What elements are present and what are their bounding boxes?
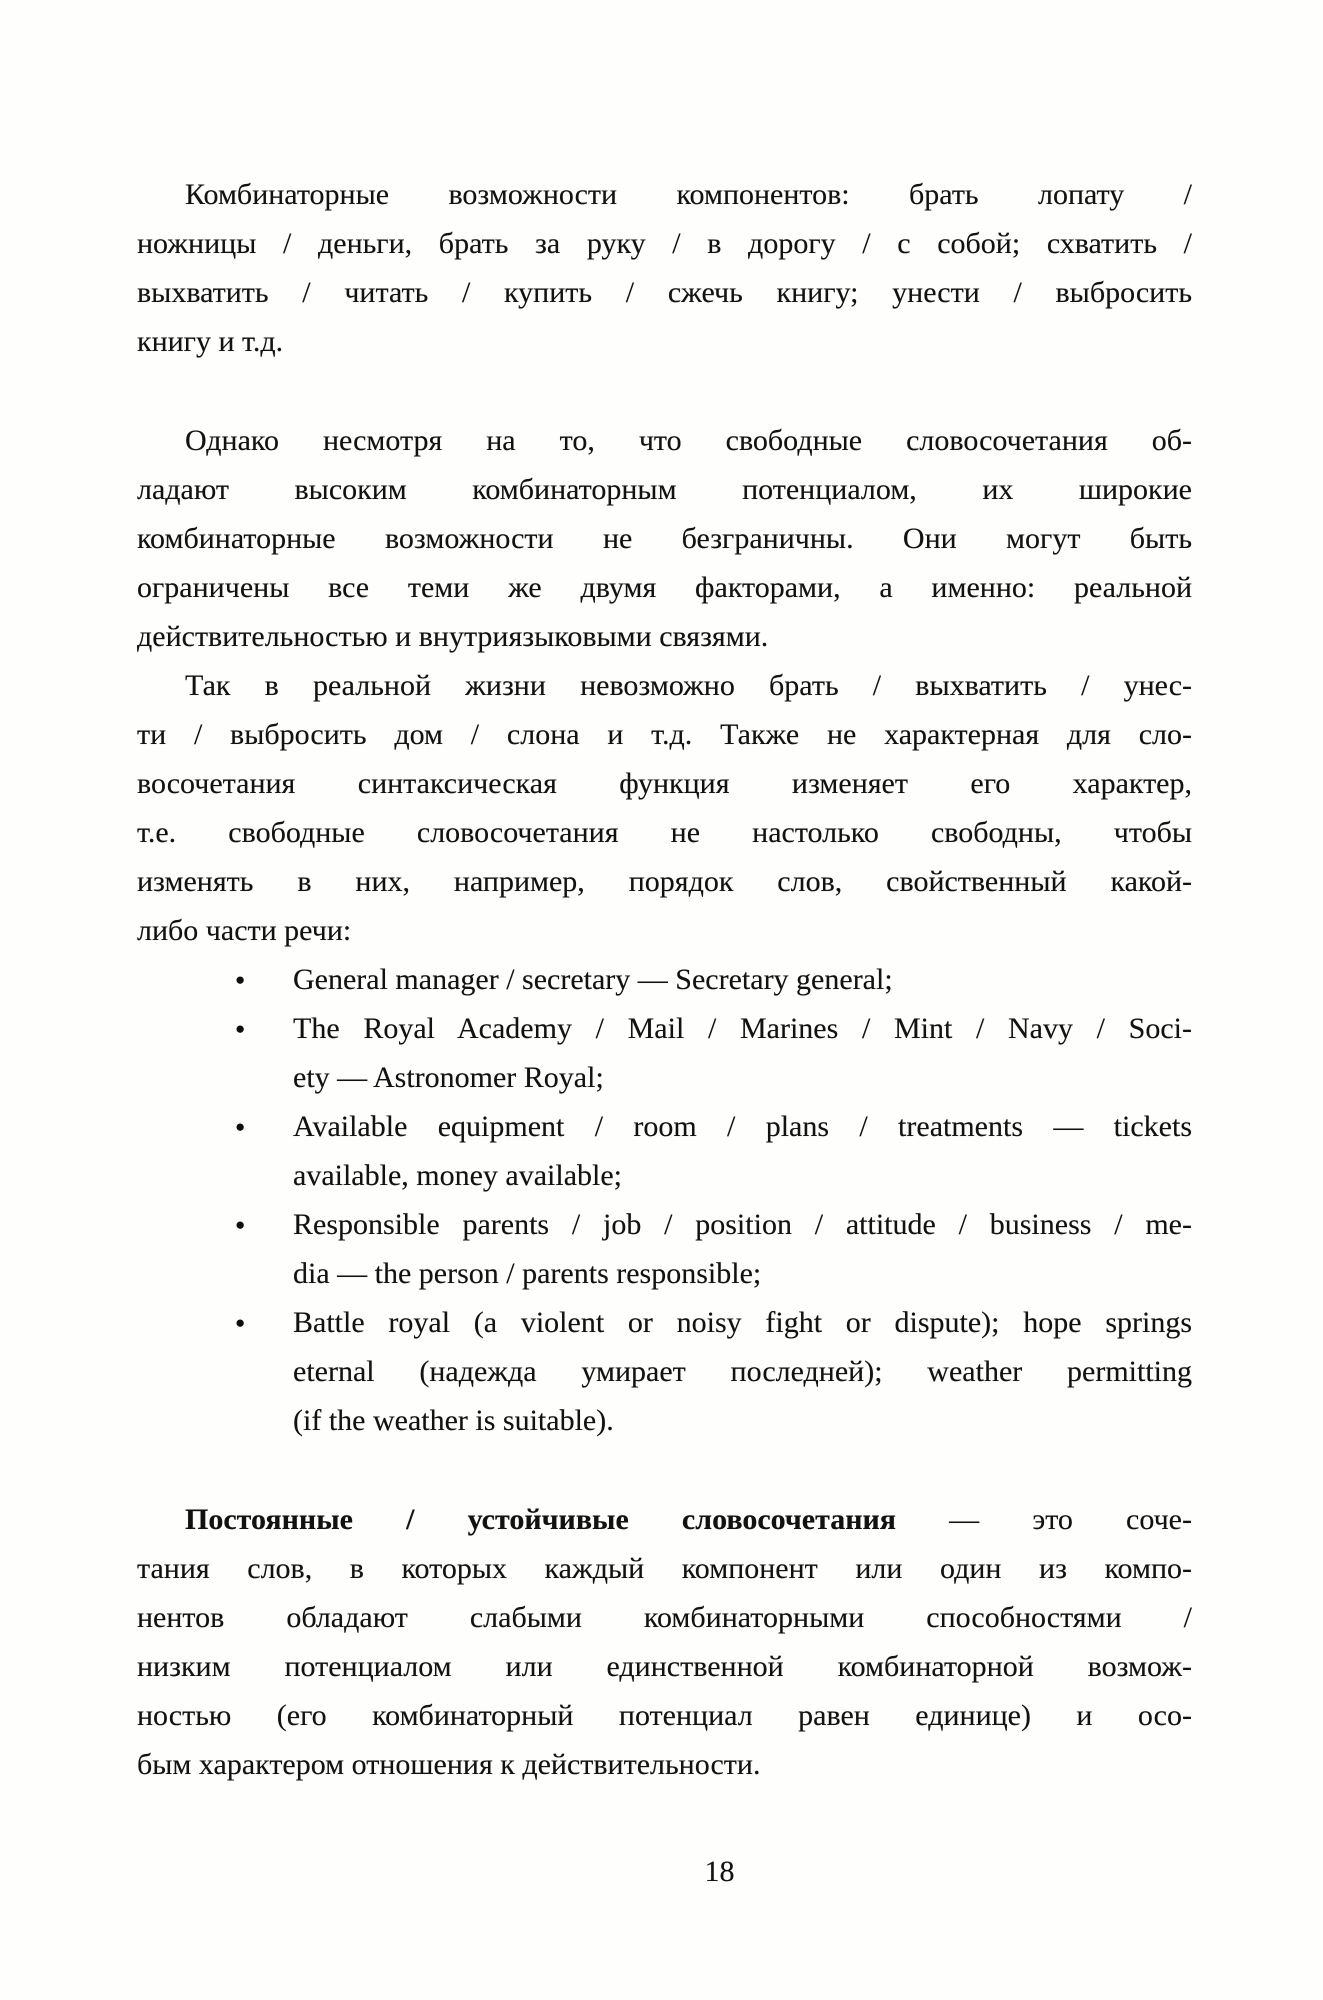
list-item [235,955,1192,1004]
page-number: 18 [704,1855,735,1888]
text-line: восочетания синтаксическая функция изменяет его характер, [137,767,1192,800]
text-line: eternal (надежда умирает последней); weather permitting [293,1355,1192,1388]
text-line: Так в реальной жизни невозможно брать / выхватить / унес- [185,669,1192,702]
paragraph-set-phrases-definition [137,1495,1192,1789]
text-line: (if the weather is suitable). [293,1404,614,1437]
examples-bullet-list [137,955,1192,1445]
text-line: ножницы / деньги, брать за руку / в дорогу / с собой; схватить / [137,227,1192,260]
text-line: ти / выбросить дом / слона и т.д. Также не характерная для сло- [137,718,1192,751]
text-line: available, money available; [293,1159,623,1192]
text-line: низким потенциалом или единственной комбинаторной возмож- [137,1650,1192,1683]
text-line: книгу и т.д. [137,325,284,358]
text-line: The Royal Academy / Mail / Marines / Mint / Navy / Soci- [293,1012,1192,1045]
bullet-icon: ● [235,1215,246,1234]
text-line: тания слов, в которых каждый компонент или один из компо- [137,1552,1192,1585]
list-item [235,1298,1192,1445]
text-line: т.е. свободные словосочетания не настолько свободны, чтобы [137,816,1192,849]
text-line: ладают высоким комбинаторным потенциалом, их широкие [137,473,1192,506]
text-line: действительностью и внутриязыковыми связями. [137,620,769,653]
bullet-icon: ● [235,970,246,989]
list-item [235,1102,1192,1200]
paragraph-combinatorial-possibilities [137,170,1192,366]
text-line: Battle royal (a violent or noisy fight or dispute); hope springs [293,1306,1192,1339]
text-line: General manager / secretary — Secretary general; [293,963,893,996]
paragraph-free-phrases-limits [137,416,1192,661]
list-item [235,1200,1192,1298]
text-line: Responsible parents / job / position / attitude / business / me- [293,1208,1192,1241]
text-line: ностью (его комбинаторный потенциал равен единице) и осо- [137,1699,1192,1732]
text-line [137,1495,1192,1544]
text-line: бым характером отношения к действительности. [137,1748,761,1781]
text-span: — это соче- [896,1503,1192,1536]
text-line: Available equipment / room / plans / treatments — tickets [293,1110,1192,1143]
text-line: ограничены все теми же двумя факторами, а именно: реальной [137,571,1192,604]
bullet-icon: ● [235,1117,246,1136]
set-phrases-term: Постоянные / устойчивые словосочетания [185,1503,896,1536]
bullet-icon: ● [235,1019,246,1038]
text-line: изменять в них, например, порядок слов, свойственный какой- [137,865,1192,898]
text-line: dia — the person / parents responsible; [293,1257,762,1290]
list-item [235,1004,1192,1102]
paragraph-real-life-examples [137,661,1192,955]
text-line: либо части речи: [137,914,352,947]
text-line: Комбинаторные возможности компонентов: брать лопату / [185,178,1192,211]
page-content [137,0,1192,1896]
bullet-icon: ● [235,1313,246,1332]
text-line: Однако несмотря на то, что свободные словосочетания об- [185,424,1192,457]
text-line: комбинаторные возможности не безграничны. Они могут быть [137,522,1192,555]
text-line: ety — Astronomer Royal; [293,1061,604,1094]
text-line: нентов обладают слабыми комбинаторными способностями / [137,1601,1192,1634]
text-line: выхватить / читать / купить / сжечь книгу; унести / выбросить [137,276,1192,309]
